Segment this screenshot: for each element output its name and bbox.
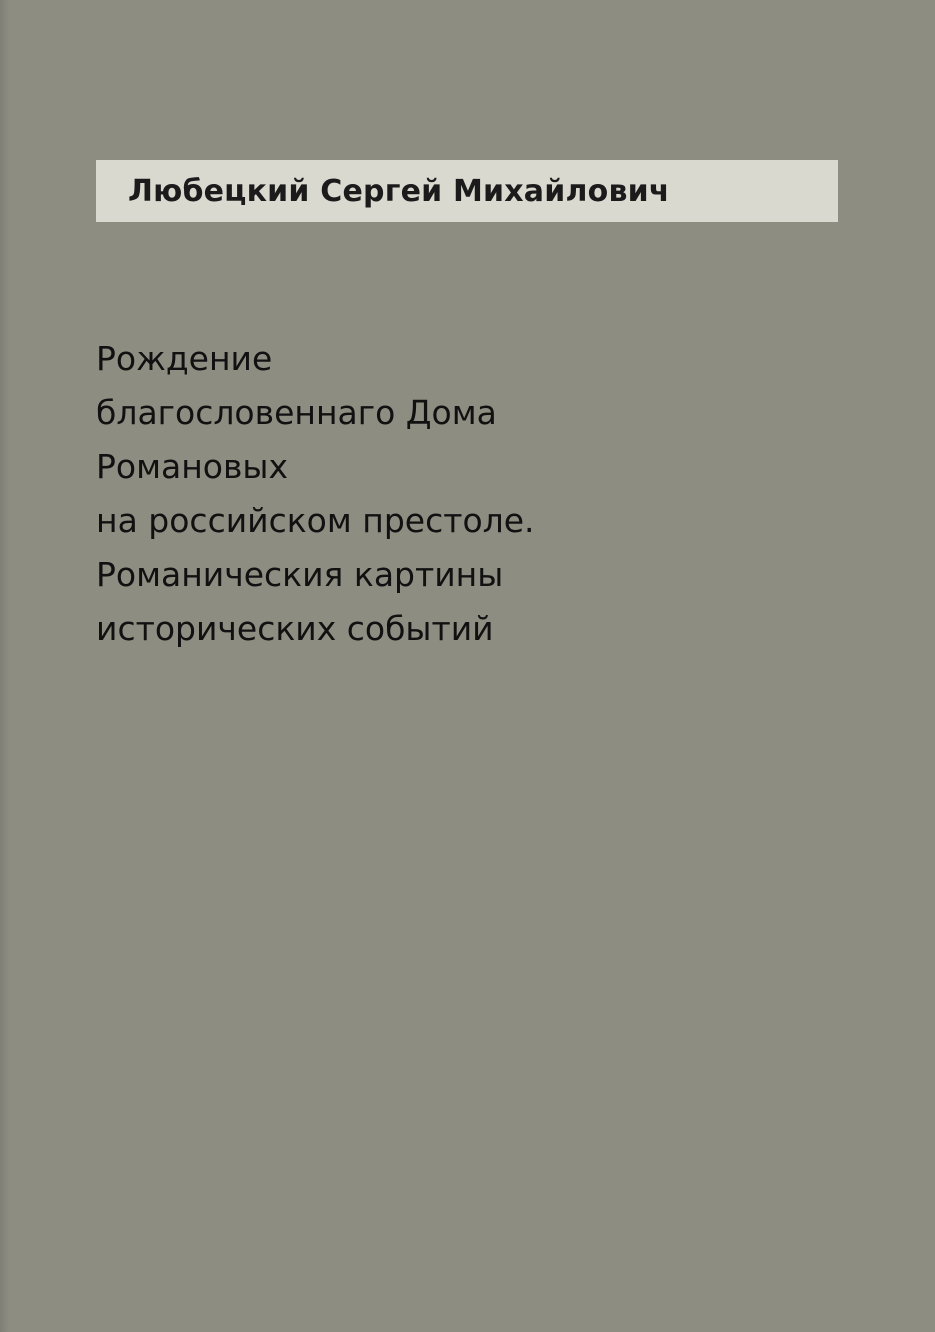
book-title — [96, 332, 756, 656]
title-line-5: Романическия картины — [96, 555, 504, 594]
title-line-2: благословеннаго Дома — [96, 393, 497, 432]
spine-edge — [0, 0, 10, 1332]
title-line-6: исторических событий — [96, 609, 494, 648]
title-line-3: Романовых — [96, 447, 289, 486]
title-line-1: Рождение — [96, 339, 273, 378]
title-line-4: на российском престоле. — [96, 501, 535, 540]
author-name: Любецкий Сергей Михайлович — [128, 173, 670, 209]
author-band — [96, 160, 838, 222]
